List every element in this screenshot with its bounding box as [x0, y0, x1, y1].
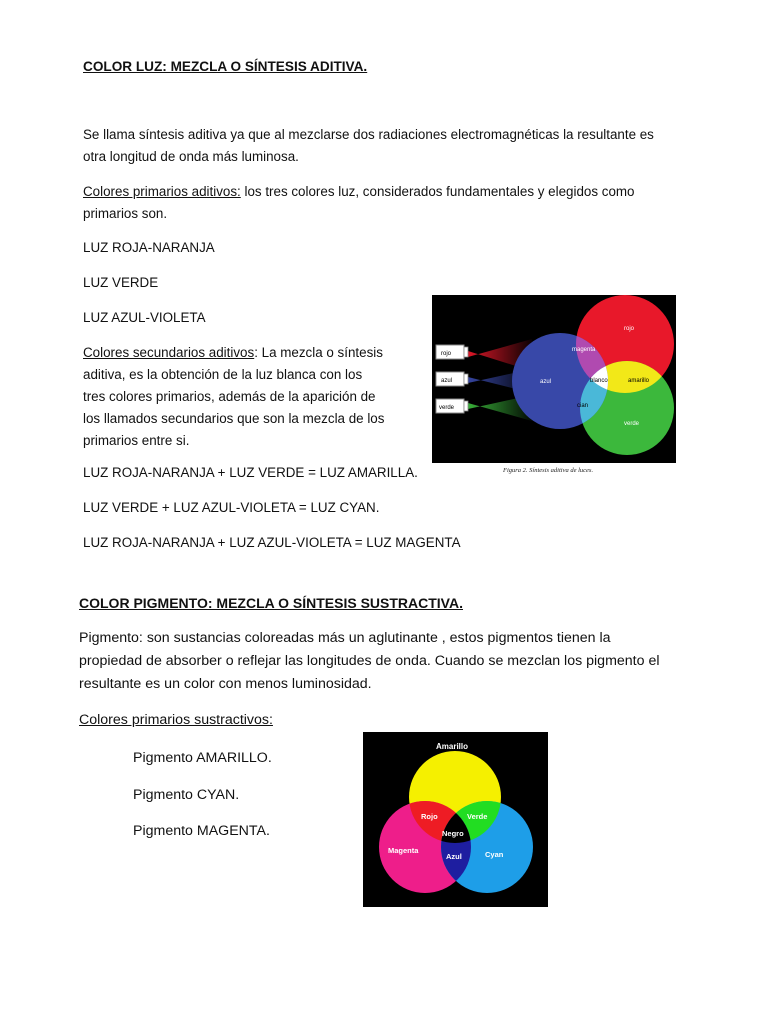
- additive-synthesis-diagram: [432, 295, 676, 463]
- section-heading-subtractive: COLOR PIGMENTO: MEZCLA O SÍNTESIS SUSTRACTIVA.: [79, 595, 463, 611]
- primary-additive-label: Colores primarios aditivos:: [83, 184, 241, 199]
- additive-synthesis-figure: [432, 295, 676, 463]
- pigment-line-1: Pigmento: son sustancias coloreadas más un aglutinante , estos pigmentos tienen la: [79, 630, 611, 646]
- secondary-additive-text: : La mezcla o síntesis: [254, 345, 383, 360]
- label-negro-pigment: Negro: [442, 829, 464, 838]
- label-amarillo-pigment: Amarillo: [436, 742, 469, 751]
- additive-figure-caption: Figura 2. Síntesis aditiva de luces.: [503, 467, 594, 474]
- primary-subtractive-label: Colores primarios sustractivos:: [79, 712, 273, 728]
- equation-cyan: LUZ VERDE + LUZ AZUL-VIOLETA = LUZ CYAN.: [83, 500, 380, 515]
- pigment-line-3: resultante es un color con menos luminosidad.: [79, 676, 372, 692]
- label-rojo-pigment: Rojo: [421, 812, 438, 821]
- primary-light-green: LUZ VERDE: [83, 275, 159, 290]
- intro-line-1: Se llama síntesis aditiva ya que al mezclarse dos radiaciones electromagnéticas la resultante es: [83, 127, 654, 142]
- primary-light-blue: LUZ AZUL-VIOLETA: [83, 310, 206, 325]
- secondary-additive-label: Colores secundarios aditivos: [83, 345, 255, 360]
- pigment-yellow: Pigmento AMARILLO.: [133, 750, 272, 766]
- subtractive-synthesis-figure: [363, 732, 548, 907]
- secondary-line-2: tres colores primarios, además de la aparición de: [83, 389, 376, 404]
- label-azul: azul: [540, 379, 552, 385]
- pigment-magenta: Pigmento MAGENTA.: [133, 823, 270, 839]
- projector-green: [436, 399, 468, 413]
- label-verde: verde: [624, 421, 640, 427]
- label-magenta: magenta: [572, 347, 596, 353]
- primary-additive-text: los tres colores luz, considerados fundamentales y elegidos como: [240, 184, 635, 199]
- subtractive-synthesis-diagram: [363, 732, 548, 907]
- section-heading-additive: COLOR LUZ: MEZCLA O SÍNTESIS ADITIVA.: [83, 59, 368, 74]
- projector-blue: [436, 372, 468, 386]
- equation-yellow: LUZ ROJA-NARANJA + LUZ VERDE = LUZ AMARILLA.: [83, 465, 418, 480]
- label-cian: cian: [577, 403, 589, 409]
- label-amarillo: amarillo: [628, 378, 650, 384]
- projector-red: [436, 345, 468, 359]
- label-magenta-pigment: Magenta: [388, 846, 419, 855]
- label-rojo: rojo: [624, 326, 635, 332]
- label-blanco: blanco: [590, 378, 608, 384]
- secondary-line-3: los llamados secundarios que son la mezcla de los: [83, 411, 385, 426]
- primary-additive-paragraph: [83, 181, 635, 203]
- primary-additive-text-2: primarios son.: [83, 206, 168, 221]
- primary-light-red: LUZ ROJA-NARANJA: [83, 240, 215, 255]
- secondary-line-4: primarios entre si.: [83, 433, 190, 448]
- label-azul-pigment: Azul: [446, 852, 462, 861]
- label-verde-pigment: Verde: [467, 812, 488, 821]
- projector-label-rojo: rojo: [441, 351, 452, 357]
- label-cyan-pigment: Cyan: [485, 850, 504, 859]
- projector-label-verde: verde: [439, 405, 455, 411]
- secondary-additive-paragraph: [83, 342, 383, 364]
- pigment-line-2: propiedad de absorber o reflejar las longitudes de onda. Cuando se mezclan los pigmento el: [79, 653, 660, 669]
- projector-label-azul: azul: [441, 378, 453, 384]
- equation-magenta: LUZ ROJA-NARANJA + LUZ AZUL-VIOLETA = LUZ MAGENTA: [83, 535, 461, 550]
- intro-line-2: otra longitud de onda más luminosa.: [83, 149, 299, 164]
- pigment-cyan: Pigmento CYAN.: [133, 787, 240, 803]
- secondary-line-1: aditiva, es la obtención de la luz blanca con los: [83, 367, 363, 382]
